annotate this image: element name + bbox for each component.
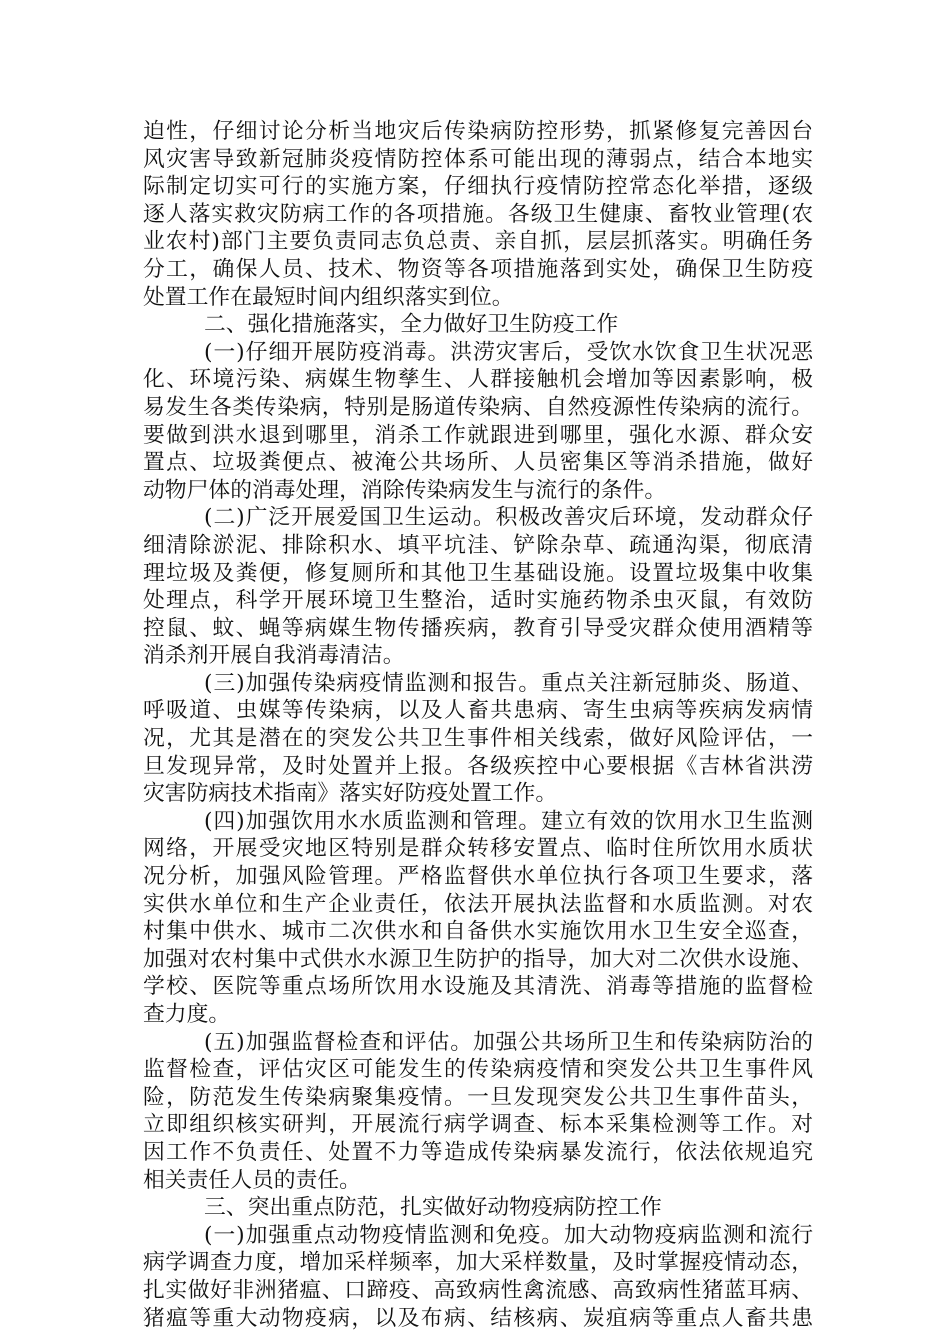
text-line: 化、环境污染、病媒生物孳生、人群接触机会增加等因素影响，极	[143, 367, 813, 393]
text-line: 险，防范发生传染病聚集疫情。一旦发现突发公共卫生事件苗头，	[143, 1084, 813, 1110]
text-line: 猪瘟等重大动物疫病，以及布病、结核病、炭疽病等重点人畜共患	[143, 1305, 813, 1331]
text-line: 细清除淤泥、排除积水、填平坑洼、铲除杂草、疏通沟渠，彻底清	[143, 532, 813, 558]
text-line: 业农村)部门主要负责同志负总责、亲自抓，层层抓落实。明确任务	[143, 229, 813, 255]
text-line: 病学调查力度，增加采样频率，加大采样数量，及时掌握疫情动态，	[143, 1250, 813, 1276]
text-line: 风灾害导致新冠肺炎疫情防控体系可能出现的薄弱点，结合本地实	[143, 146, 813, 172]
text-line: 因工作不负责任、处置不力等造成传染病暴发流行，依法依规追究	[143, 1139, 813, 1165]
text-line: 灾害防病技术指南》落实好防疫处置工作。	[143, 781, 558, 807]
text-line: 网络，开展受灾地区特别是群众转移安置点、临时住所饮用水质状	[143, 836, 813, 862]
text-line: 理垃圾及粪便，修复厕所和其他卫生基础设施。设置垃圾集中收集	[143, 560, 813, 586]
text-line: 旦发现异常，及时处置并上报。各级疾控中心要根据《吉林省洪涝	[143, 753, 813, 779]
text-line: 况，尤其是潜在的突发公共卫生事件相关线索，做好风险评估，一	[143, 726, 813, 752]
text-line: 相关责任人员的责任。	[143, 1167, 361, 1193]
text-line: 逐人落实救灾防病工作的各项措施。各级卫生健康、畜牧业管理(农	[143, 201, 813, 227]
text-line: (一)加强重点动物疫情监测和免疫。加大动物疫病监测和流行	[204, 1222, 813, 1248]
text-line: 二、强化措施落实，全力做好卫生防疫工作	[204, 312, 619, 338]
text-line: (四)加强饮用水水质监测和管理。建立有效的饮用水卫生监测	[204, 808, 813, 834]
text-line: 要做到洪水退到哪里，消杀工作就跟进到哪里，强化水源、群众安	[143, 422, 813, 448]
text-line: 况分析，加强风险管理。严格监督供水单位执行各项卫生要求，落	[143, 864, 813, 890]
text-line: (五)加强监督检查和评估。加强公共场所卫生和传染病防治的	[204, 1029, 813, 1055]
text-line: 三、突出重点防范，扎实做好动物疫病防控工作	[204, 1195, 662, 1221]
text-line: 加强对农村集中式供水水源卫生防护的指导，加大对二次供水设施、	[143, 946, 813, 972]
text-line: 迫性，仔细讨论分析当地灾后传染病防控形势，抓紧修复完善因台	[143, 119, 813, 144]
text-line: 呼吸道、虫媒等传染病，以及人畜共患病、寄生虫病等疾病发病情	[143, 698, 813, 724]
text-line: 易发生各类传染病，特别是肠道传染病、自然疫源性传染病的流行。	[143, 394, 813, 420]
text-line: 处置工作在最短时间内组织落实到位。	[143, 284, 514, 310]
text-line: 控鼠、蚊、蝇等病媒生物传播疾病，教育引导受灾群众使用酒精等	[143, 615, 813, 641]
text-line: 处理点，科学开展环境卫生整治，适时实施药物杀虫灭鼠，有效防	[143, 588, 813, 614]
text-line: 动物尸体的消毒处理，消除传染病发生与流行的条件。	[143, 477, 667, 503]
text-line: 查力度。	[143, 1002, 231, 1027]
text-line: 监督检查，评估灾区可能发生的传染病疫情和突发公共卫生事件风	[143, 1057, 813, 1083]
text-line: 立即组织核实研判，开展流行病学调查、标本采集检测等工作。对	[143, 1112, 813, 1138]
text-line: 消杀剂开展自我消毒清洁。	[143, 643, 405, 669]
text-line: (三)加强传染病疫情监测和报告。重点关注新冠肺炎、肠道、	[204, 670, 813, 696]
text-line: 学校、医院等重点场所饮用水设施及其清洗、消毒等措施的监督检	[143, 974, 813, 1000]
text-line: 置点、垃圾粪便点、被淹公共场所、人员密集区等消杀措施，做好	[143, 450, 813, 476]
text-line: 分工，确保人员、技术、物资等各项措施落到实处，确保卫生防疫	[143, 256, 813, 282]
text-line: (一)仔细开展防疫消毒。洪涝灾害后，受饮水饮食卫生状况恶	[204, 339, 813, 365]
document-body	[143, 118, 813, 1332]
text-line: (二)广泛开展爱国卫生运动。积极改善灾后环境，发动群众仔	[204, 505, 813, 531]
text-line: 村集中供水、城市二次供水和自备供水实施饮用水卫生安全巡查，	[143, 919, 813, 945]
text-line: 实供水单位和生产企业责任，依法开展执法监督和水质监测。对农	[143, 891, 813, 917]
text-line: 扎实做好非洲猪瘟、口蹄疫、高致病性禽流感、高致病性猪蓝耳病、	[143, 1277, 813, 1303]
text-line: 际制定切实可行的实施方案，仔细执行疫情防控常态化举措，逐级	[143, 174, 813, 200]
